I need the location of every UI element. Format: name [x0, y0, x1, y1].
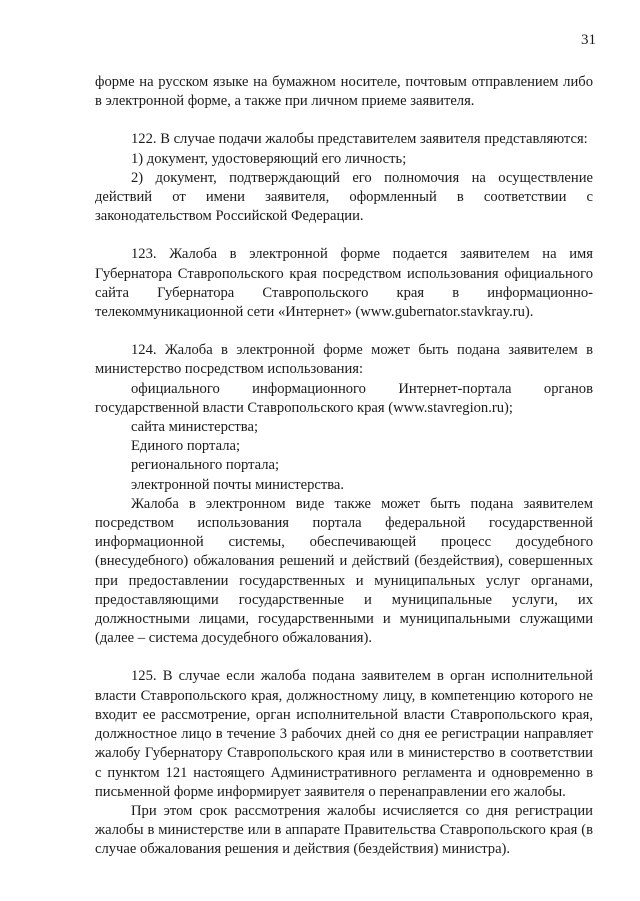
list-item-email: электронной почты министерства.	[131, 476, 345, 493]
list-item-regional-portal: регионального портала;	[131, 457, 280, 474]
paragraph-review-term: При этом срок рассмотрения жалобы исчисляется со дня регистрации жалобы в министерстве или в аппарате Правительства Ставропольского края (в случае обжалования решения и действия (бездействия) министра).	[95, 802, 593, 858]
page-number: 31	[581, 32, 596, 48]
paragraph-electronic-complaint: Жалоба в электронном виде также может быть подана заявителем посредством использования портала федеральной государственной информационной системы, обеспечивающей процесс досудебного (внесудебного) обжалования решений и действий (бездействия), совершенных при предоставлении государственных и муниципальных услуг органами, предоставляющими государственные и муниципальные услуги, их должностными лицами, государственными и муниципальными служащими (далее – система досудебного обжалования).	[95, 495, 593, 647]
paragraph-124: 124. Жалоба в электронной форме может быть подана заявителем в министерство посредством использования:	[95, 342, 593, 378]
list-item-site: сайта министерства;	[131, 419, 259, 436]
list-item-2: 2) документ, подтверждающий его полномочия на осуществление действий от имени заявителя, оформленный в соответствии с законодательством Российской Федерации.	[95, 169, 593, 225]
paragraph-continuation: форме на русском языке на бумажном носителе, почтовым отправлением либо в электронной форме, а также при личном приеме заявителя.	[95, 74, 593, 110]
list-item-portal: официального информационного Интернет-портала органов государственной власти Ставропольского края (www.stavregion.ru);	[95, 380, 593, 416]
paragraph-123: 123. Жалоба в электронной форме подается заявителем на имя Губернатора Ставропольского края посредством использования официального сайта Губернатора Ставропольского края в информационно-телекоммуникационной сети «Интернет» (www.gubernator.stavkray.ru).	[95, 246, 593, 321]
document-body	[95, 73, 593, 860]
list-item-unified-portal: Единого портала;	[131, 438, 241, 455]
paragraph-122: 122. В случае подачи жалобы представителем заявителя представляются:	[131, 131, 588, 148]
paragraph-125: 125. В случае если жалоба подана заявителем в орган исполнительной власти Ставропольского края, должностному лицу, в компетенцию которого не входит ее рассмотрение, орган исполнительной власти Ставропольского края, должностное лицо в течение 3 рабочих дней со дня ее регистрации направляет жалобу Губернатору Ставропольского края или в министерство в соответствии с пунктом 121 настоящего Административного регламента и одновременно в письменной форме информирует заявителя о перенаправлении его жалобы.	[95, 668, 593, 800]
list-item-1: 1) документ, удостоверяющий его личность;	[131, 150, 407, 167]
